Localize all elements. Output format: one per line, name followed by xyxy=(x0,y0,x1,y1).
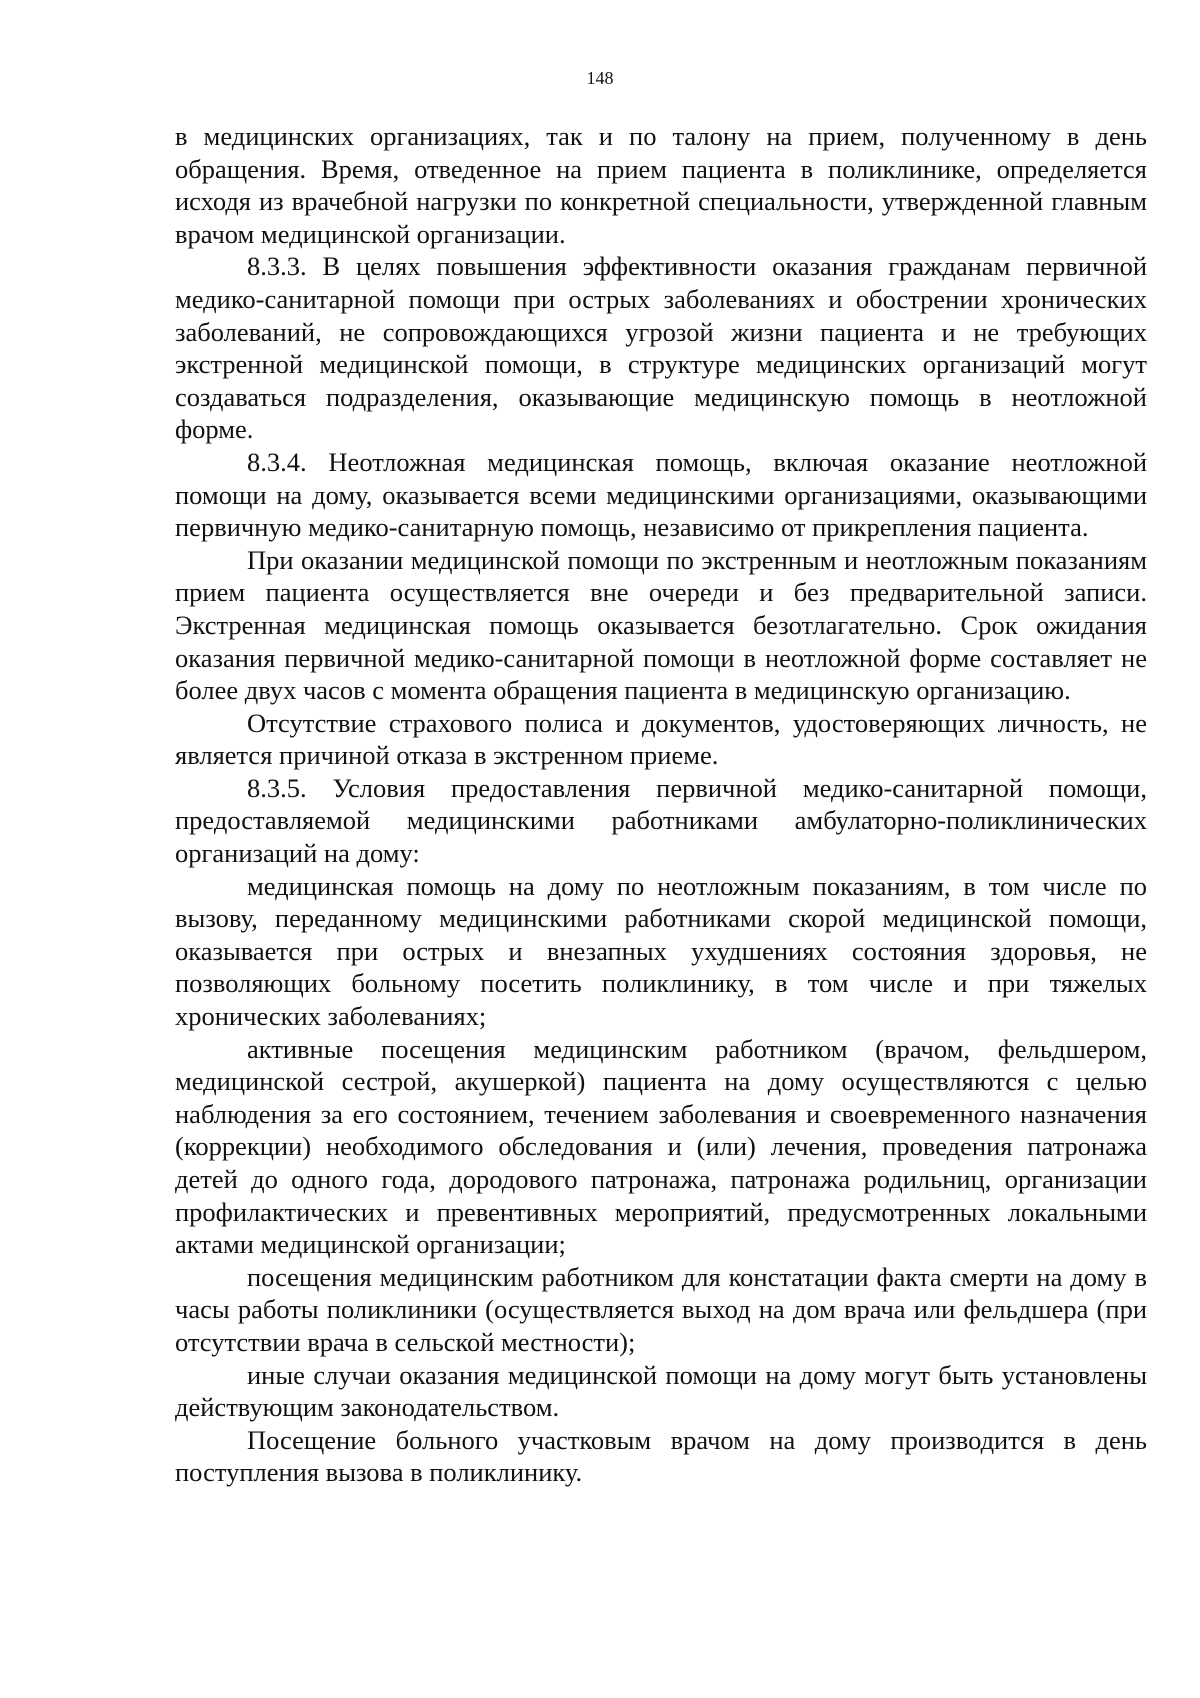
page-number: 148 xyxy=(586,68,614,88)
paragraph-8-3-4: 8.3.4. Неотложная медицинская помощь, включая оказание неотложной помощи на дому, оказывается всеми медицинскими организациями, оказывающими первичную медико-санитарную помощь, независимо от прикрепления пациента. xyxy=(175,446,1147,543)
body-text xyxy=(175,120,1147,1489)
paragraph-home-urgent-care: медицинская помощь на дому по неотложным показаниям, в том числе по вызову, переданному медицинскими работниками скорой медицинской помощи, оказывается при острых и внезапных ухудшениях состояния здоровья, не позволяющих больному посетить поликлинику, в том числе и при тяжелых хронических заболеваниях; xyxy=(175,870,1147,1032)
paragraph-8-3-3: 8.3.3. В целях повышения эффективности оказания гражданам первичной медико-санитарной помощи при острых заболеваниях и обострении хронических заболеваний, не сопровождающихся угрозой жизни пациента и не требующих экстренной медицинской помощи, в структуре медицинских организаций могут создаваться подразделения, оказывающие медицинскую помощь в неотложной форме. xyxy=(175,251,1147,445)
paragraph-active-visits: активные посещения медицинским работником (врачом, фельдшером, медицинской сестрой, акушеркой) пациента на дому осуществляются с целью наблюдения за его состоянием, течением заболевания и своевременного назначения (коррекции) необходимого обследования и (или) лечения, проведения патронажа детей до одного года, дородового патронажа, патронажа родильниц, организации профилактических и превентивных мероприятий, предусмотренных локальными актами медицинской организации; xyxy=(175,1033,1147,1260)
paragraph-other-cases: иные случаи оказания медицинской помощи на дому могут быть установлены действующим законодательством. xyxy=(175,1359,1147,1423)
paragraph-emergency-conditions: При оказании медицинской помощи по экстренным и неотложным показаниям прием пациента осуществляется вне очереди и без предварительной записи. Экстренная медицинская помощь оказывается безотлагательно. Срок ожидания оказания первичной медико-санитарной помощи в неотложной форме составляет не более двух часов с момента обращения пациента в медицинскую организацию. xyxy=(175,544,1147,706)
paragraph-death-confirmation: посещения медицинским работником для констатации факта смерти на дому в часы работы поликлиники (осуществляется выход на дом врача или фельдшера (при отсутствии врача в сельской местности); xyxy=(175,1261,1147,1357)
paragraph-8-3-5: 8.3.5. Условия предоставления первичной медико-санитарной помощи, предоставляемой медицинскими работниками амбулаторно-поликлинических организаций на дому: xyxy=(175,772,1147,869)
paragraph-district-doctor-visit: Посещение больного участковым врачом на дому производится в день поступления вызова в поликлинику. xyxy=(175,1424,1147,1488)
paragraph-continuation: в медицинских организациях, так и по талону на прием, полученному в день обращения. Время, отведенное на прием пациента в поликлинике, определяется исходя из врачебной нагрузки по конкретной специальности, утвержденной главным врачом медицинской организации. xyxy=(175,121,1147,249)
paragraph-no-insurance: Отсутствие страхового полиса и документов, удостоверяющих личность, не является причиной отказа в экстренном приеме. xyxy=(175,707,1147,771)
